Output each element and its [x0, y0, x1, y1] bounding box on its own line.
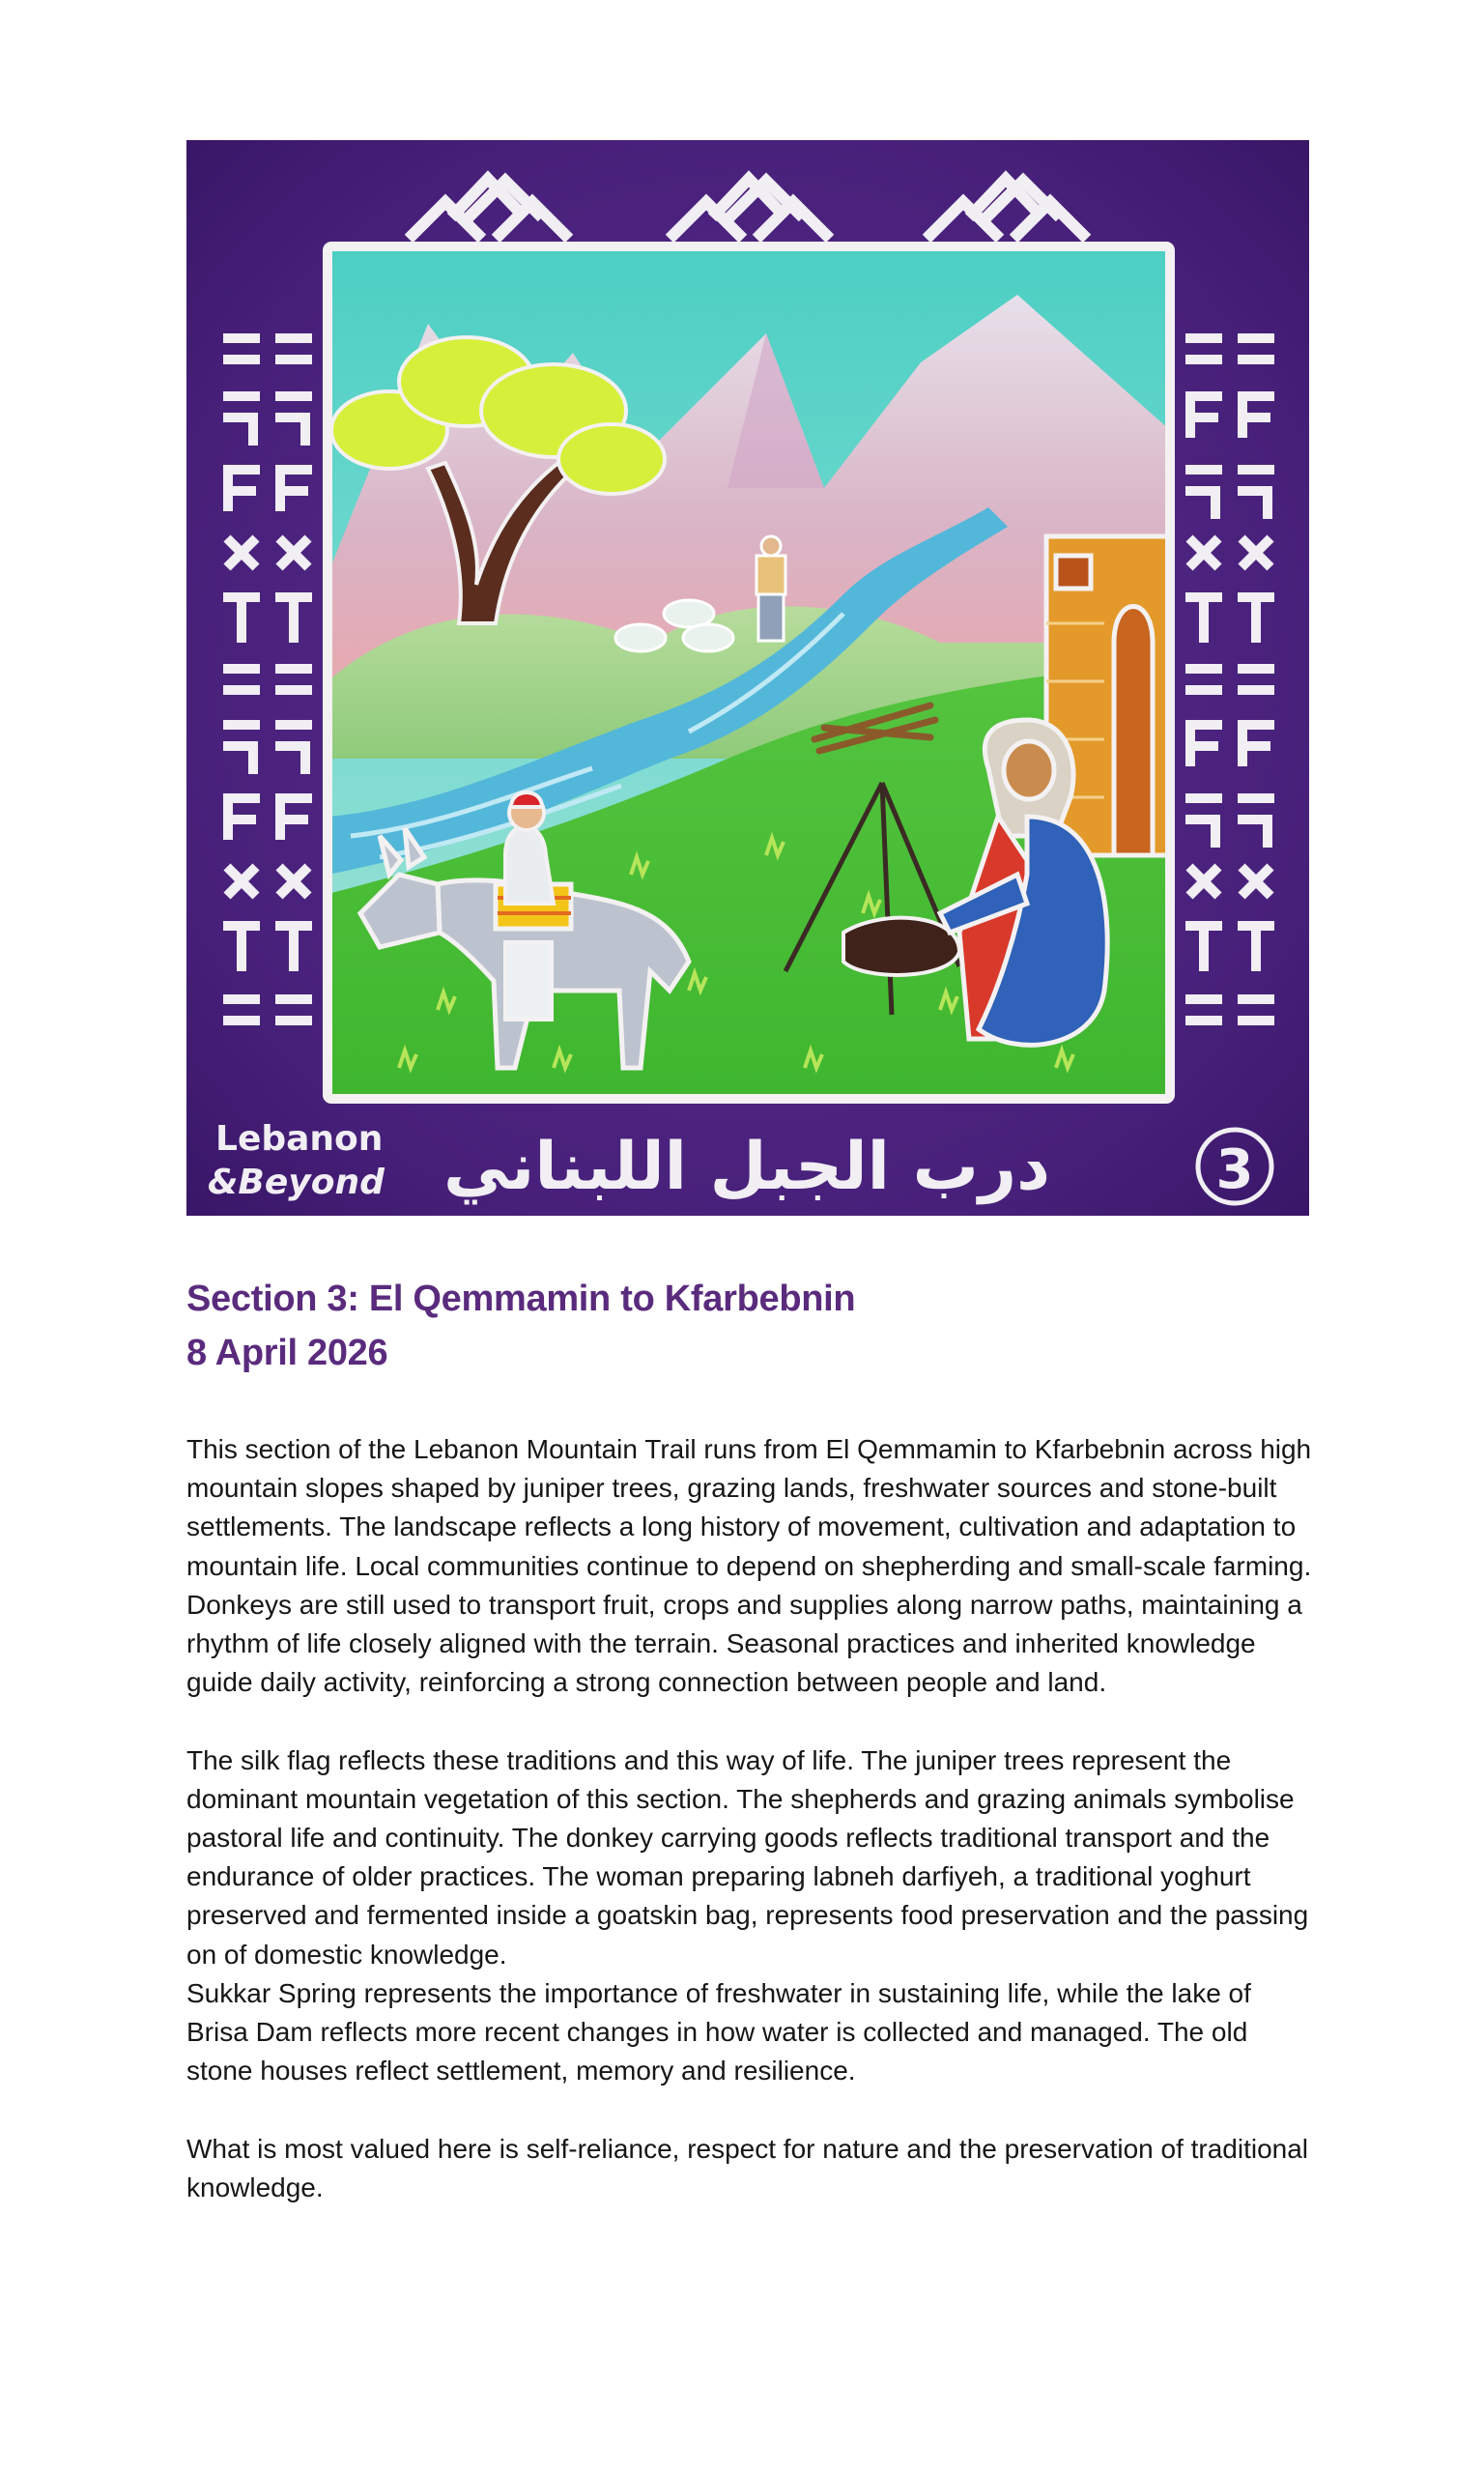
paragraph-values: What is most valued here is self-reliance, respect for nature and the preservation of traditional knowledge. [186, 2133, 1309, 2202]
section-title: Section 3: El Qemmamin to Kfarbebnin [186, 1279, 856, 1319]
landscape-scene [328, 246, 1170, 1099]
flag-logo-line1: Lebanon [215, 1119, 384, 1159]
paragraph-water-settlement: Sukkar Spring represents the importance of freshwater in sustaining life, while the lake of Brisa Dam reflects more recent changes in how water is collected and managed. The old stone houses reflect settlement, memory and resilience. [186, 1977, 1251, 2086]
silk-flag-image [186, 140, 1309, 1216]
paragraph-flag-symbolism: The silk flag reflects these traditions and this way of life. The juniper trees represent the dominant mountain vegetation of this section. The shepherds and grazing animals symbolise pastoral life and continuity. The donkey carrying goods reflects traditional transport and the endurance of older practices. The woman preparing labneh darfiyeh, a traditional yoghurt preserved and fermented inside a goatskin bag, represents food preservation and the passing on of domestic knowledge. [186, 1744, 1309, 1970]
flag-section-number: 3 [1215, 1138, 1254, 1201]
section-date: 8 April 2026 [186, 1333, 388, 1373]
flag-logo-line2: &Beyond [208, 1163, 385, 1202]
body-text [186, 1430, 1317, 2207]
flag-artwork [186, 140, 1309, 1216]
paragraph-trail-description: This section of the Lebanon Mountain Trail runs from El Qemmamin to Kfarbebnin across high mountain slopes shaped by juniper trees, grazing lands, freshwater sources and stone-built settlements. The landscape reflects a long history of movement, cultivation and adaptation to mountain life. Local communities continue to depend on shepherding and small-scale farming. Donkeys are still used to transport fruit, crops and supplies along narrow paths, maintaining a rhythm of life closely aligned with the terrain. Seasonal practices and inherited knowledge guide daily activity, reinforcing a strong connection between people and land. [186, 1434, 1312, 1698]
flag-arabic-title: درب الجبل اللبناني [442, 1129, 1051, 1205]
section-heading [186, 1272, 1307, 1380]
